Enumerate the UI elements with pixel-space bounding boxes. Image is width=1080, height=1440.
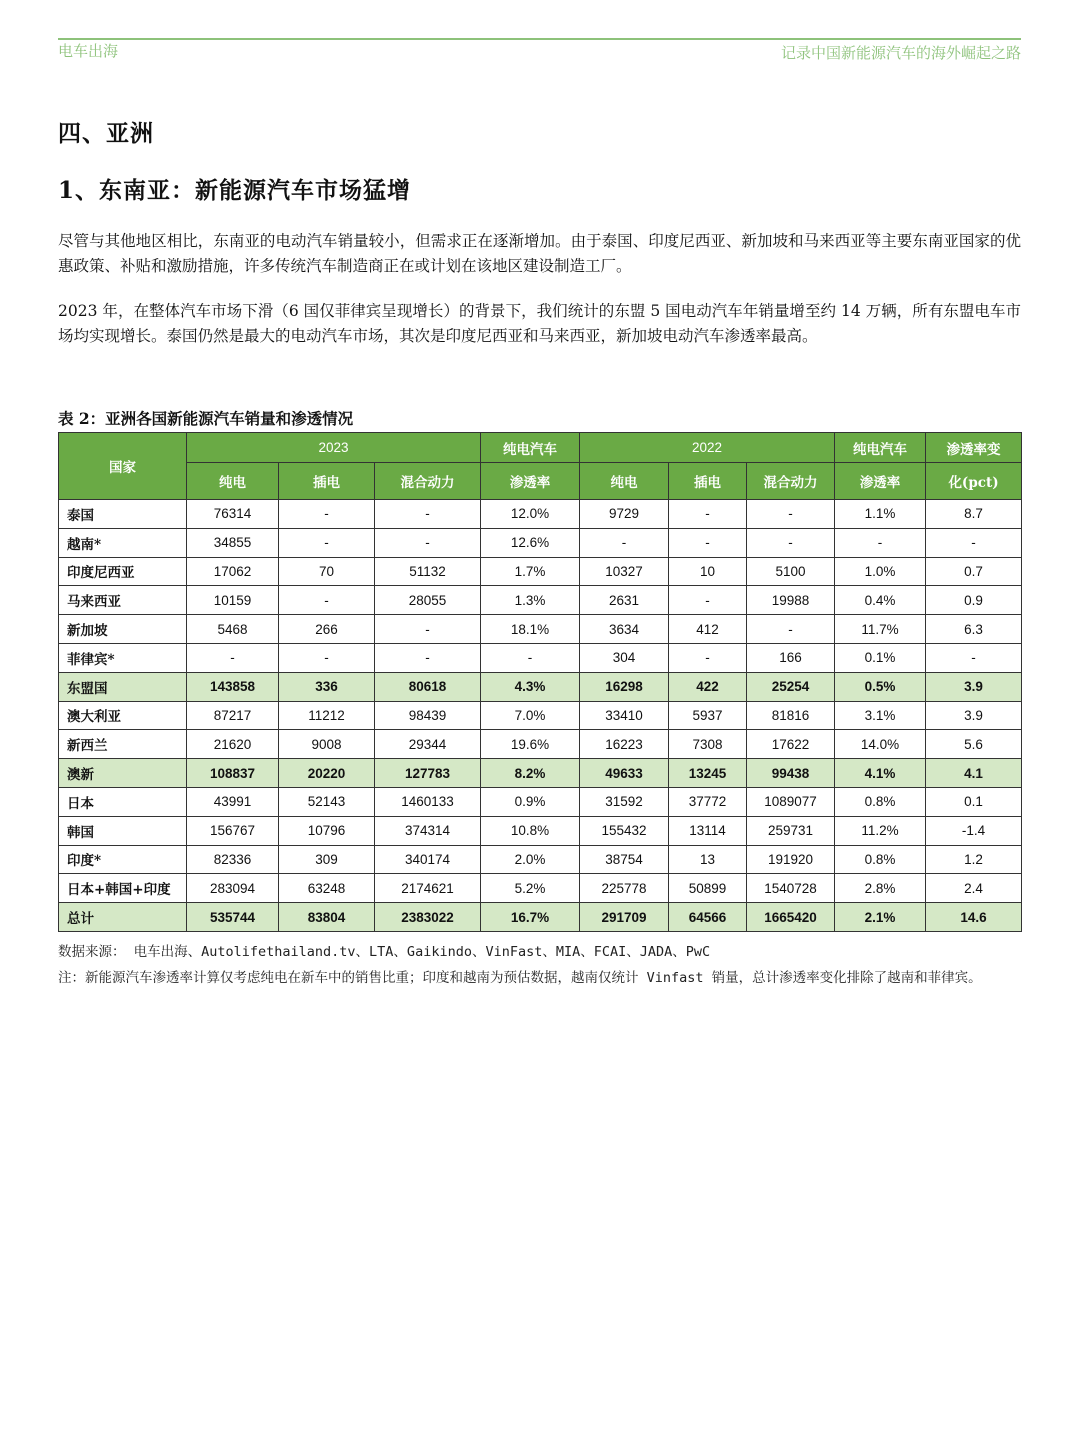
cell-change-pct: 8.7 — [926, 500, 1022, 529]
header-bev-penetration-2023-line2: 渗透率 — [481, 463, 580, 500]
header-year-2022: 2022 — [580, 433, 835, 463]
table-row — [59, 615, 1022, 644]
asia-nev-sales-table — [58, 432, 1022, 932]
cell-bev-2023: 10159 — [187, 586, 279, 615]
cell-penetration-2023: 12.6% — [481, 528, 580, 557]
cell-penetration-2023: 4.3% — [481, 672, 580, 701]
cell-change-pct: 6.3 — [926, 615, 1022, 644]
cell-penetration-2022: 14.0% — [835, 730, 926, 759]
cell-phev-2022: 422 — [669, 672, 747, 701]
cell-change-pct: - — [926, 643, 1022, 672]
cell-country: 泰国 — [59, 500, 187, 529]
cell-hybrid-2022: 19988 — [747, 586, 835, 615]
cell-penetration-2023: 18.1% — [481, 615, 580, 644]
cell-hybrid-2023: - — [375, 528, 481, 557]
cell-country: 新加坡 — [59, 615, 187, 644]
data-source: 数据来源： 电车出海、Autolifethailand.tv、LTA、Gaikindo、VinFast、MIA、FCAI、JADA、PwC — [58, 944, 711, 960]
cell-bev-2022: 155432 — [580, 816, 669, 845]
cell-hybrid-2022: 259731 — [747, 816, 835, 845]
cell-hybrid-2022: 1089077 — [747, 787, 835, 816]
cell-penetration-2023: - — [481, 643, 580, 672]
cell-country: 日本+韩国+印度 — [59, 874, 187, 903]
table-note: 注：新能源汽车渗透率计算仅考虑纯电在新车中的销售比重；印度和越南为预估数据，越南仅统计 Vinfast 销量，总计渗透率变化排除了越南和菲律宾。 — [58, 970, 982, 986]
cell-hybrid-2023: - — [375, 500, 481, 529]
header-change-line2: 化(pct) — [926, 463, 1022, 500]
cell-penetration-2023: 5.2% — [481, 874, 580, 903]
cell-penetration-2022: 1.1% — [835, 500, 926, 529]
cell-country: 日本 — [59, 787, 187, 816]
cell-country: 马来西亚 — [59, 586, 187, 615]
cell-bev-2022: 304 — [580, 643, 669, 672]
cell-penetration-2022: - — [835, 528, 926, 557]
cell-phev-2023: 52143 — [279, 787, 375, 816]
cell-hybrid-2022: 99438 — [747, 759, 835, 788]
section-title: 四、亚洲 — [58, 120, 154, 147]
cell-phev-2022: 50899 — [669, 874, 747, 903]
cell-phev-2023: - — [279, 528, 375, 557]
cell-penetration-2022: 0.4% — [835, 586, 926, 615]
cell-hybrid-2022: 5100 — [747, 557, 835, 586]
cell-penetration-2022: 4.1% — [835, 759, 926, 788]
header-bev-penetration-2023-line1: 纯电汽车 — [481, 433, 580, 463]
header-bev-2023: 纯电 — [187, 463, 279, 500]
cell-change-pct: 4.1 — [926, 759, 1022, 788]
cell-country: 韩国 — [59, 816, 187, 845]
cell-change-pct: 3.9 — [926, 672, 1022, 701]
cell-penetration-2023: 2.0% — [481, 845, 580, 874]
cell-bev-2023: 17062 — [187, 557, 279, 586]
cell-hybrid-2022: 1540728 — [747, 874, 835, 903]
cell-bev-2022: 16223 — [580, 730, 669, 759]
cell-hybrid-2023: 2174621 — [375, 874, 481, 903]
cell-penetration-2023: 0.9% — [481, 787, 580, 816]
cell-country: 菲律宾* — [59, 643, 187, 672]
cell-penetration-2022: 2.1% — [835, 903, 926, 932]
cell-change-pct: 0.9 — [926, 586, 1022, 615]
cell-phev-2022: - — [669, 586, 747, 615]
cell-hybrid-2023: 80618 — [375, 672, 481, 701]
table-row — [59, 816, 1022, 845]
cell-hybrid-2023: 2383022 — [375, 903, 481, 932]
cell-bev-2022: 31592 — [580, 787, 669, 816]
paragraph-intro: 尽管与其他地区相比，东南亚的电动汽车销量较小，但需求正在逐渐增加。由于泰国、印度尼西亚、新加坡和马来西亚等主要东南亚国家的优惠政策、补贴和激励措施，许多传统汽车制造商正在或计划在该地区建设制造工厂。 — [58, 232, 1021, 275]
cell-bev-2022: 9729 — [580, 500, 669, 529]
cell-phev-2023: 20220 — [279, 759, 375, 788]
cell-penetration-2022: 0.8% — [835, 787, 926, 816]
cell-bev-2023: 87217 — [187, 701, 279, 730]
cell-hybrid-2022: 166 — [747, 643, 835, 672]
cell-hybrid-2023: - — [375, 643, 481, 672]
cell-phev-2023: 70 — [279, 557, 375, 586]
header-change-line1: 渗透率变 — [926, 433, 1022, 463]
cell-penetration-2023: 16.7% — [481, 903, 580, 932]
cell-phev-2023: 336 — [279, 672, 375, 701]
table-row — [59, 500, 1022, 529]
table-row — [59, 903, 1022, 932]
cell-bev-2023: 82336 — [187, 845, 279, 874]
header-tagline: 记录中国新能源汽车的海外崛起之路 — [780, 45, 1021, 62]
cell-phev-2022: 412 — [669, 615, 747, 644]
cell-penetration-2023: 8.2% — [481, 759, 580, 788]
cell-bev-2023: 5468 — [187, 615, 279, 644]
cell-change-pct: 14.6 — [926, 903, 1022, 932]
cell-bev-2023: 108837 — [187, 759, 279, 788]
cell-bev-2022: 10327 — [580, 557, 669, 586]
cell-phev-2022: - — [669, 643, 747, 672]
cell-hybrid-2022: - — [747, 528, 835, 557]
cell-phev-2023: - — [279, 586, 375, 615]
cell-hybrid-2023: 1460133 — [375, 787, 481, 816]
cell-penetration-2022: 0.1% — [835, 643, 926, 672]
brand-name: 电车出海 — [58, 43, 119, 60]
cell-country: 澳新 — [59, 759, 187, 788]
cell-change-pct: 5.6 — [926, 730, 1022, 759]
table-row — [59, 557, 1022, 586]
cell-phev-2023: 63248 — [279, 874, 375, 903]
cell-penetration-2023: 1.7% — [481, 557, 580, 586]
cell-bev-2022: 38754 — [580, 845, 669, 874]
cell-phev-2022: 13 — [669, 845, 747, 874]
cell-bev-2023: - — [187, 643, 279, 672]
cell-bev-2023: 34855 — [187, 528, 279, 557]
cell-bev-2022: - — [580, 528, 669, 557]
paragraph-2023: 2023 年，在整体汽车市场下滑（6 国仅菲律宾呈现增长）的背景下，我们统计的东盟 5 国电动汽车年销量增至约 14 万辆，所有东盟电车市场均实现增长。泰国仍然是最大的电动汽车市场，其次是印度尼西亚和马来西亚，新加坡电动汽车渗透率最高。 — [58, 302, 1021, 345]
cell-phev-2023: 266 — [279, 615, 375, 644]
cell-bev-2023: 43991 — [187, 787, 279, 816]
cell-hybrid-2023: 127783 — [375, 759, 481, 788]
cell-phev-2023: 309 — [279, 845, 375, 874]
cell-penetration-2022: 11.7% — [835, 615, 926, 644]
cell-phev-2022: 13245 — [669, 759, 747, 788]
header-country: 国家 — [59, 433, 187, 500]
cell-hybrid-2023: 98439 — [375, 701, 481, 730]
table-row — [59, 759, 1022, 788]
cell-hybrid-2023: 51132 — [375, 557, 481, 586]
table-row — [59, 787, 1022, 816]
cell-phev-2022: 5937 — [669, 701, 747, 730]
cell-phev-2022: 10 — [669, 557, 747, 586]
cell-penetration-2022: 3.1% — [835, 701, 926, 730]
cell-hybrid-2022: 25254 — [747, 672, 835, 701]
header-phev-2023: 插电 — [279, 463, 375, 500]
cell-bev-2022: 3634 — [580, 615, 669, 644]
table-row — [59, 528, 1022, 557]
cell-bev-2022: 33410 — [580, 701, 669, 730]
table-caption: 表 2：亚洲各国新能源汽车销量和渗透情况 — [58, 409, 354, 428]
cell-hybrid-2023: 28055 — [375, 586, 481, 615]
cell-hybrid-2022: 1665420 — [747, 903, 835, 932]
cell-bev-2022: 291709 — [580, 903, 669, 932]
cell-change-pct: 1.2 — [926, 845, 1022, 874]
cell-change-pct: -1.4 — [926, 816, 1022, 845]
cell-hybrid-2022: - — [747, 615, 835, 644]
cell-hybrid-2023: - — [375, 615, 481, 644]
header-bev-penetration-2022-line2: 渗透率 — [835, 463, 926, 500]
cell-penetration-2022: 0.5% — [835, 672, 926, 701]
header-hybrid-2023: 混合动力 — [375, 463, 481, 500]
cell-phev-2022: - — [669, 500, 747, 529]
header-phev-2022: 插电 — [669, 463, 747, 500]
cell-penetration-2023: 12.0% — [481, 500, 580, 529]
cell-country: 新西兰 — [59, 730, 187, 759]
cell-phev-2023: 11212 — [279, 701, 375, 730]
table-body — [59, 500, 1022, 932]
cell-change-pct: 0.1 — [926, 787, 1022, 816]
cell-country: 东盟国 — [59, 672, 187, 701]
header-hybrid-2022: 混合动力 — [747, 463, 835, 500]
cell-bev-2022: 225778 — [580, 874, 669, 903]
table-row — [59, 730, 1022, 759]
table-row — [59, 643, 1022, 672]
cell-hybrid-2023: 29344 — [375, 730, 481, 759]
subsection-title: 1、东南亚：新能源汽车市场猛增 — [58, 177, 412, 204]
cell-hybrid-2023: 374314 — [375, 816, 481, 845]
cell-hybrid-2022: 17622 — [747, 730, 835, 759]
cell-change-pct: 0.7 — [926, 557, 1022, 586]
cell-bev-2023: 21620 — [187, 730, 279, 759]
cell-change-pct: 3.9 — [926, 701, 1022, 730]
cell-penetration-2023: 1.3% — [481, 586, 580, 615]
cell-phev-2023: 10796 — [279, 816, 375, 845]
cell-penetration-2022: 0.8% — [835, 845, 926, 874]
cell-phev-2023: - — [279, 643, 375, 672]
cell-country: 澳大利亚 — [59, 701, 187, 730]
table-row — [59, 672, 1022, 701]
cell-penetration-2022: 11.2% — [835, 816, 926, 845]
page-header — [58, 38, 1021, 62]
cell-bev-2023: 143858 — [187, 672, 279, 701]
cell-hybrid-2022: 191920 — [747, 845, 835, 874]
cell-phev-2022: 37772 — [669, 787, 747, 816]
cell-phev-2022: 64566 — [669, 903, 747, 932]
cell-penetration-2023: 7.0% — [481, 701, 580, 730]
header-bev-penetration-2022-line1: 纯电汽车 — [835, 433, 926, 463]
cell-bev-2023: 156767 — [187, 816, 279, 845]
cell-penetration-2022: 1.0% — [835, 557, 926, 586]
table-row — [59, 845, 1022, 874]
cell-country: 印度* — [59, 845, 187, 874]
header-year-2023: 2023 — [187, 433, 481, 463]
header-bev-2022: 纯电 — [580, 463, 669, 500]
cell-phev-2022: 7308 — [669, 730, 747, 759]
cell-phev-2023: - — [279, 500, 375, 529]
cell-country: 印度尼西亚 — [59, 557, 187, 586]
cell-phev-2023: 9008 — [279, 730, 375, 759]
cell-change-pct: - — [926, 528, 1022, 557]
cell-penetration-2023: 19.6% — [481, 730, 580, 759]
cell-bev-2022: 49633 — [580, 759, 669, 788]
cell-bev-2023: 76314 — [187, 500, 279, 529]
cell-bev-2022: 16298 — [580, 672, 669, 701]
cell-phev-2023: 83804 — [279, 903, 375, 932]
cell-change-pct: 2.4 — [926, 874, 1022, 903]
table-row — [59, 701, 1022, 730]
cell-phev-2022: - — [669, 528, 747, 557]
table-row — [59, 586, 1022, 615]
cell-phev-2022: 13114 — [669, 816, 747, 845]
cell-penetration-2022: 2.8% — [835, 874, 926, 903]
cell-country: 总计 — [59, 903, 187, 932]
cell-country: 越南* — [59, 528, 187, 557]
cell-hybrid-2022: - — [747, 500, 835, 529]
cell-penetration-2023: 10.8% — [481, 816, 580, 845]
cell-bev-2023: 535744 — [187, 903, 279, 932]
table-row — [59, 874, 1022, 903]
cell-hybrid-2022: 81816 — [747, 701, 835, 730]
cell-hybrid-2023: 340174 — [375, 845, 481, 874]
cell-bev-2022: 2631 — [580, 586, 669, 615]
cell-bev-2023: 283094 — [187, 874, 279, 903]
